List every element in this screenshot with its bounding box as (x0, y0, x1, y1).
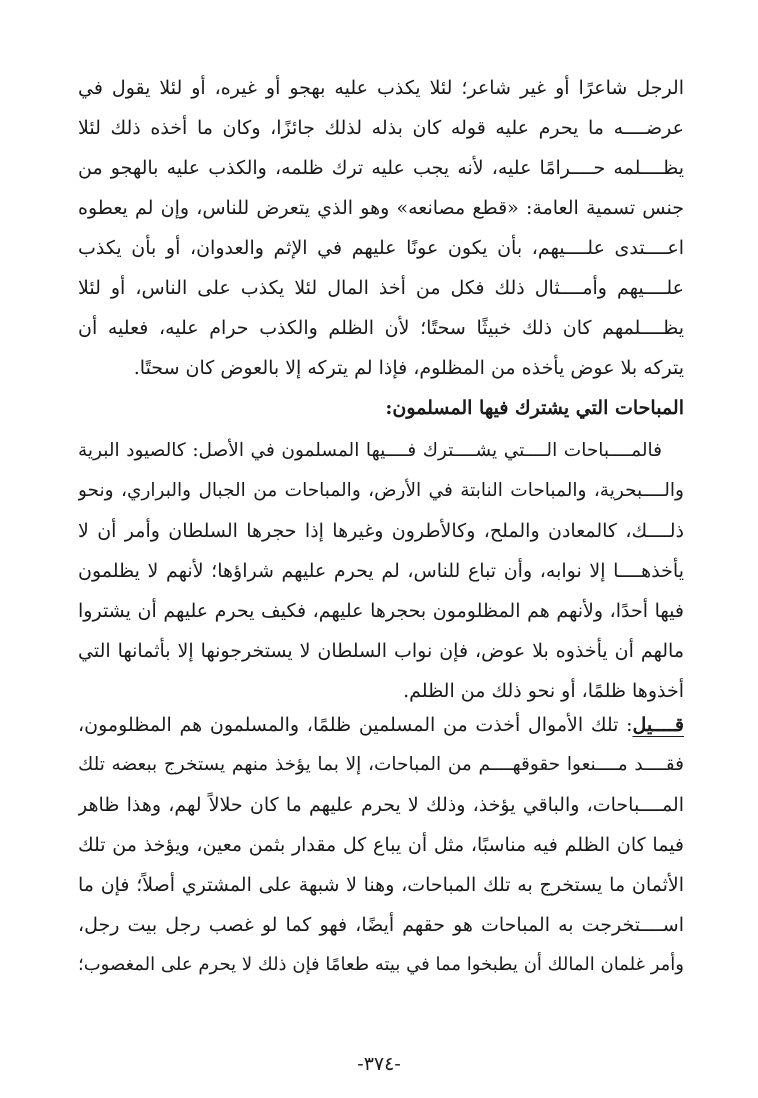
paragraph-3 (78, 705, 684, 985)
text-line: فيما كان الظلم فيه مناسبًا، مثل أن يباع كل مقدار بثمن معين، ويؤخذ من تلك (78, 834, 684, 856)
text-line: يتركه بلا عوض يأخذه من المظلوم، فإذا لم يتركه إلا بالعوض كان سحتًا. (133, 357, 684, 379)
text-line: اســــتخرجت به المباحات هو حقهم أيضًا، فهو كما لو غصب رجل بيت رجل، (78, 914, 684, 936)
page-number: -٣٧٤- (357, 1053, 401, 1075)
text-line: الرجل شاعرًا أو غير شاعر؛ لئلا يكذب عليه بهجو أو غيره، أو لئلا يقول في (78, 77, 684, 99)
paragraph-2 (78, 431, 684, 711)
text-line: فيها أحدًا، ولأنهم هم المظلومون بحجرها عليهم، فكيف يحرم عليهم أن يشتروا (78, 600, 684, 622)
text-line: يأخذهــــا إلا نوابه، وأن تباع للناس، لم يحرم عليهم شراؤها؛ لأنهم لا يظلمون (78, 560, 684, 582)
text-line (78, 705, 684, 745)
text-line: يظــــلمه حــــرامًا عليه، لأنه يجب عليه ترك ظلمه، والكذب عليه بالهجو من (78, 157, 684, 179)
text-line: والــــبحرية، والمباحات النابتة في الأرض، والمباحات من الجبال والبراري، ونحو (78, 480, 684, 501)
text-line: فقــــد مــــنعوا حقوقهــــم من المباحات، إلا بما يؤخذ منهم يستخرج ببعضه تلك (78, 754, 684, 775)
paragraph-1 (78, 68, 684, 388)
section-heading: المباحات التي يشترك فيها المسلمون: (385, 397, 684, 419)
text-line: وأمر غلمان المالك أن يطبخوا مما في بيته طعامًا فإن ذلك لا يحرم على المغصوب؛ (78, 954, 684, 975)
text-line: الأثمان ما يستخرج به تلك المباحات، وهنا لا شبهة على المشتري أصلاً؛ فإن ما (78, 874, 684, 896)
text-line: اعــــتدى علــــيهم، بأن يكون عونًا عليهم في الإثم والعدوان، أو بأن يكذب (78, 237, 684, 259)
text-line: ذلــــك، كالمعادن والملح، وكالأطرون وغيرها إذا حجرها السلطان وأمر أن لا (78, 520, 684, 542)
text-line: عرضــــه ما يحرم عليه قوله كان بذله لذلك جائزًا، وكان ما أخذه ذلك لئلا (78, 117, 684, 139)
text-line: أخذوها ظلمًا، أو نحو ذلك من الظلم. (403, 680, 684, 702)
qila-word: قــــيل (632, 714, 684, 736)
qila-rest: : تلك الأموال أخذت من المسلمين ظلمًا، والمسلمون هم المظلومون، (78, 714, 633, 736)
text-line: المــــباحات، والباقي يؤخذ، وذلك لا يحرم عليهم ما كان حلالاً لهم، وهذا ظاهر (78, 794, 684, 816)
text-line: يظــــلمهم كان ذلك خبيثًا سحتًا؛ لأن الظلم والكذب حرام عليه، فعليه أن (78, 317, 684, 339)
text-line: مالهم أن يأخذوه بلا عوض، فإن نواب السلطان لا يستخرجونها إلا بأثمانها التي (78, 640, 684, 662)
text-line: جنس تسمية العامة: «قطع مصانعه» وهو الذي يتعرض للناس، وإن لم يعطوه (78, 197, 684, 219)
section-heading-block (78, 388, 684, 428)
text-line: علــــيهم وأمــــثال ذلك فكل من أخذ المال لئلا يكذب على الناس، أو لئلا (78, 277, 684, 299)
text-line: فالمــــباحات الــــتي يشــــترك فــــيها المسلمون في الأصل: كالصيود البرية (78, 440, 662, 461)
